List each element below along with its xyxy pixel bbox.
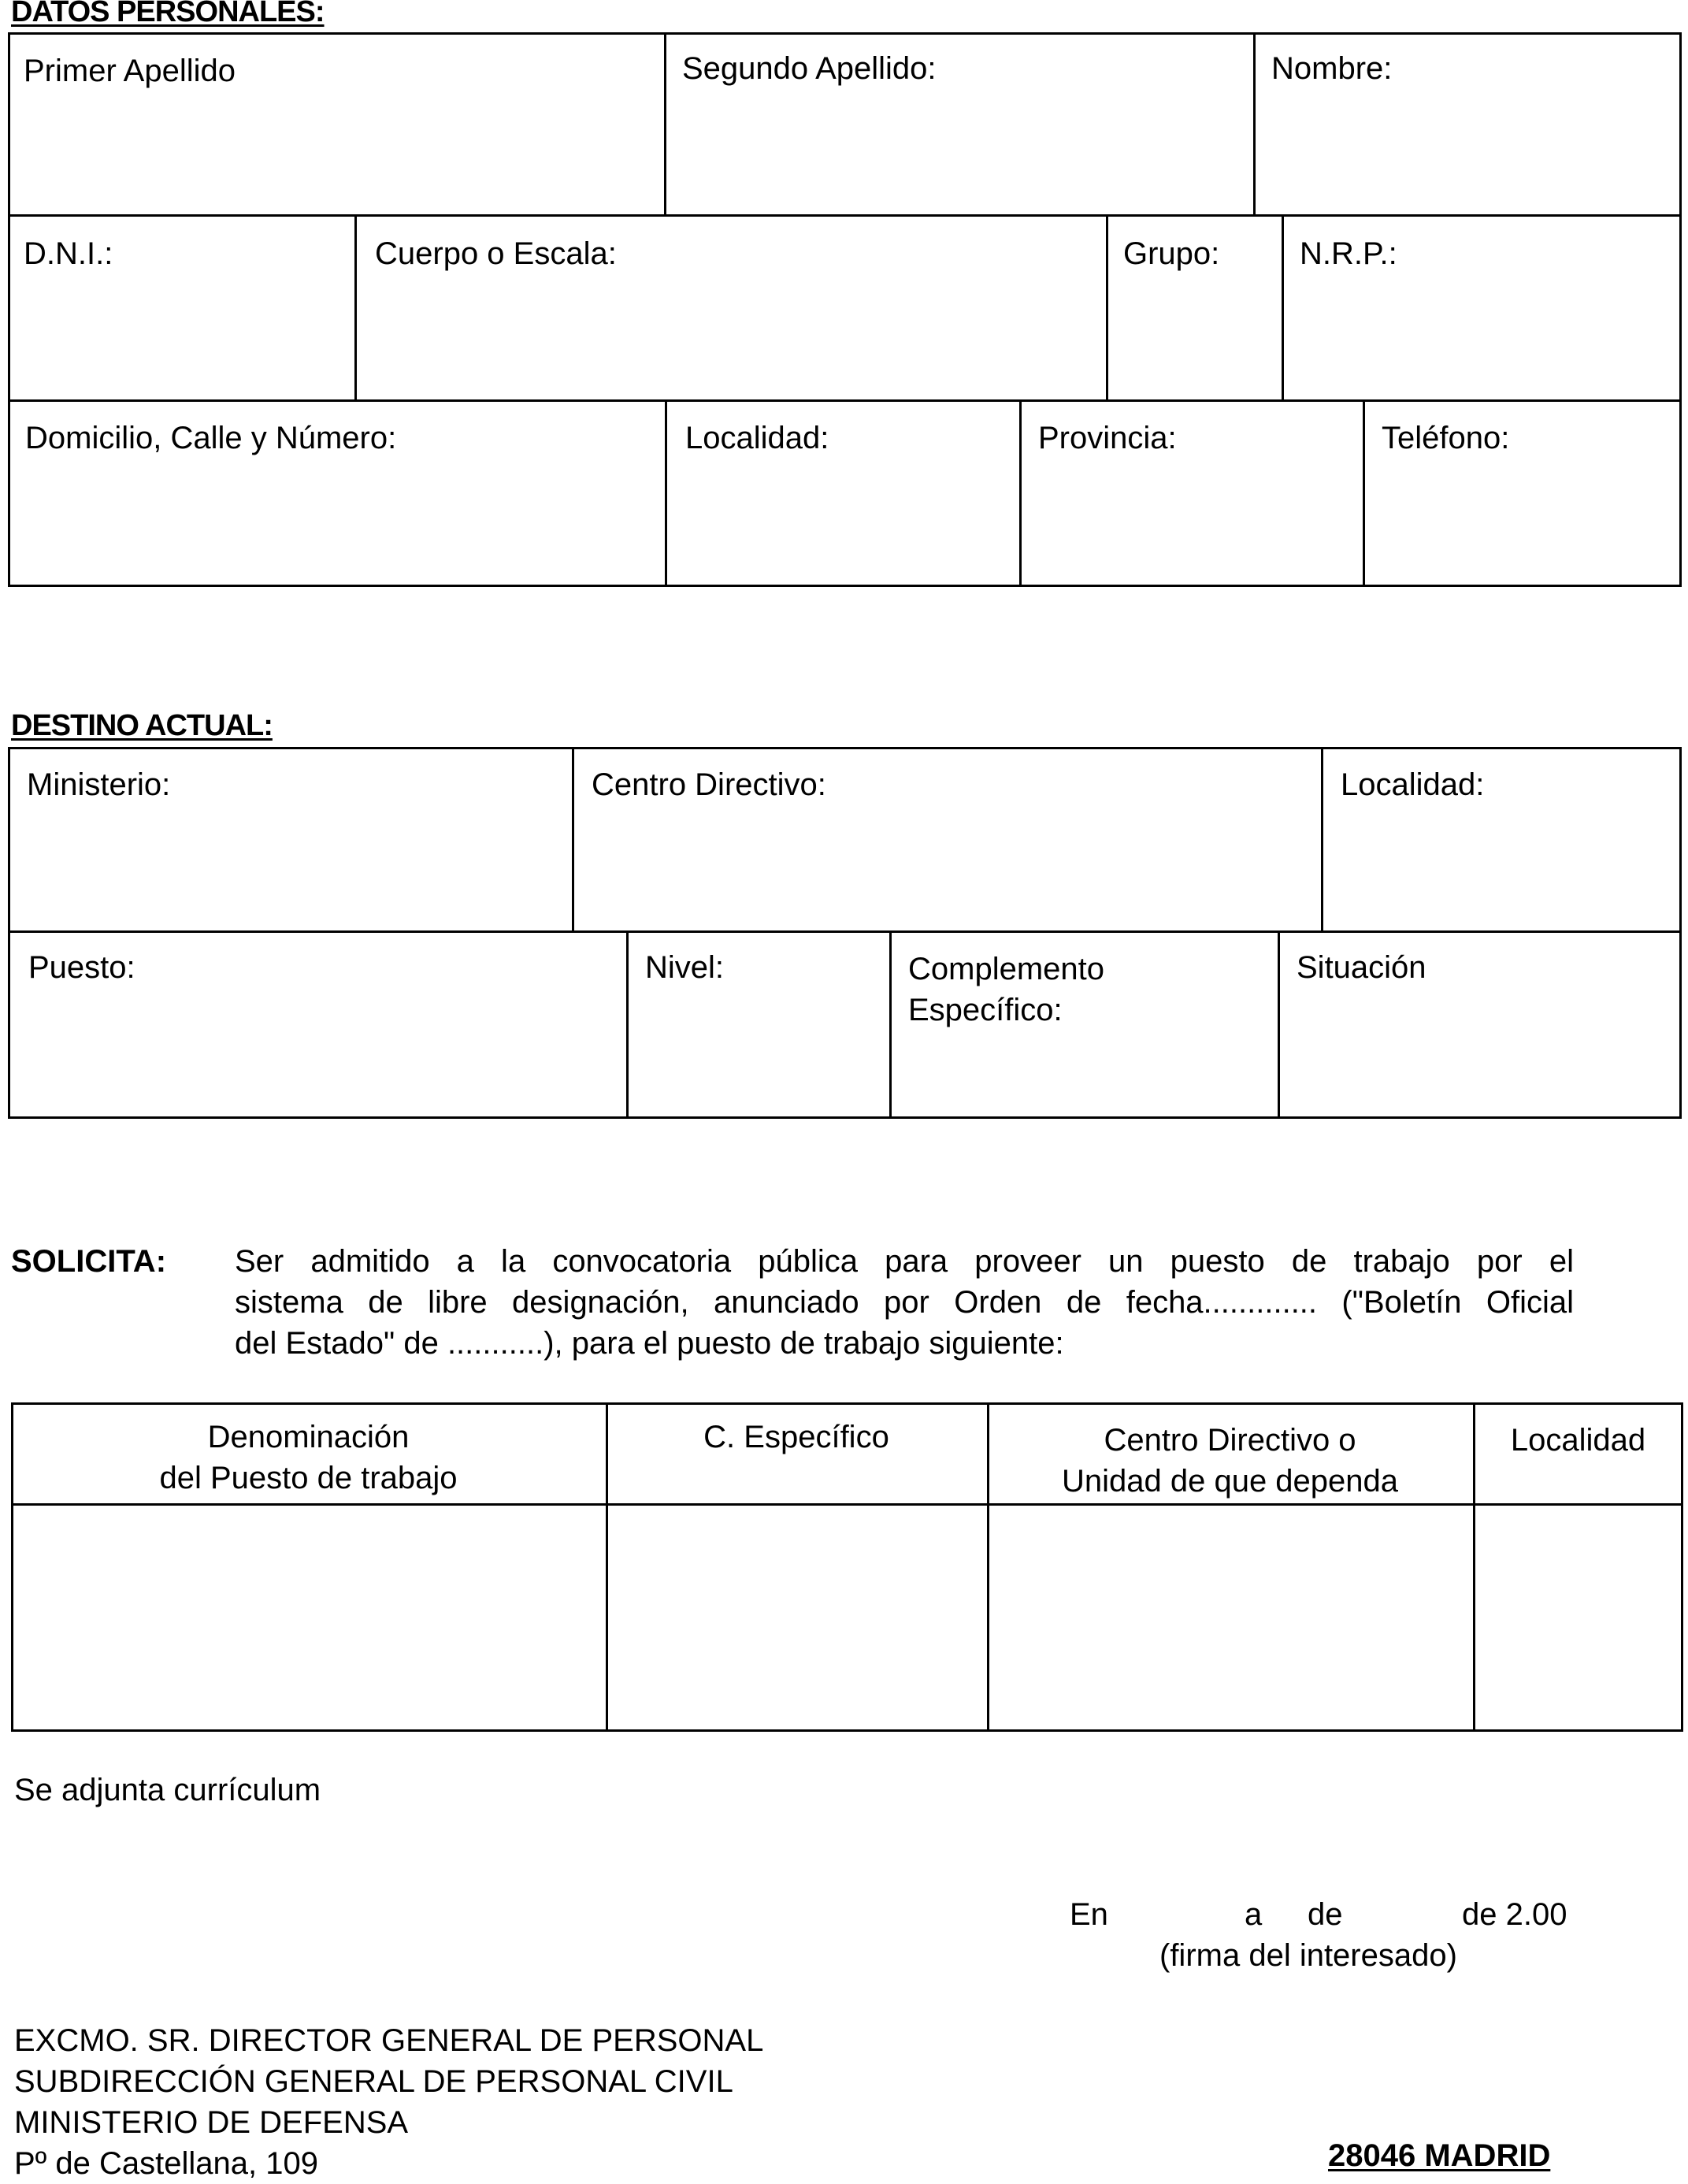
situacion-label: Situación [1297, 950, 1426, 985]
nivel-field[interactable] [645, 947, 724, 988]
fecha-de2: de 2.00 [1462, 1897, 1567, 1932]
solicita-line1: Ser admitido a la convocatoria pública para proveer un puesto de trabajo por el [235, 1244, 1574, 1279]
denominacion-input[interactable] [13, 1506, 606, 1729]
telefono-label: Teléfono: [1382, 421, 1510, 455]
destinatario-line2: SUBDIRECCIÓN GENERAL DE PERSONAL CIVIL [14, 2064, 733, 2099]
localidad-personal-field[interactable] [685, 418, 829, 459]
col-denominacion-header [11, 1417, 606, 1499]
dni-label: D.N.I.: [24, 236, 113, 271]
cuerpo-escala-label: Cuerpo o Escala: [375, 236, 617, 271]
col-localidad-header: Localidad [1510, 1423, 1646, 1458]
fecha-de1: de [1308, 1897, 1343, 1932]
c-especifico-input[interactable] [608, 1506, 987, 1729]
destinatario-line3: MINISTERIO DE DEFENSA [14, 2105, 409, 2140]
dni-field[interactable] [24, 233, 113, 274]
telefono-field[interactable] [1382, 418, 1509, 459]
solicita-label: SOLICITA: [11, 1244, 167, 1279]
col-c-especifico-header: C. Específico [703, 1420, 889, 1454]
puesto-field[interactable] [28, 947, 135, 988]
nrp-field[interactable] [1300, 233, 1397, 274]
col-centro-directivo-header [987, 1420, 1473, 1502]
destinatario-block [14, 2020, 763, 2184]
solicita-line2: sistema de libre designación, anunciado por Orden de fecha............. ("Boletín Oficial [235, 1285, 1574, 1320]
complemento-label-line2: Específico: [908, 993, 1063, 1027]
puesto-label: Puesto: [28, 950, 135, 985]
primer-apellido-label: Primer Apellido [24, 54, 236, 88]
nivel-label: Nivel: [645, 950, 725, 985]
provincia-label: Provincia: [1038, 421, 1177, 455]
localidad-destino-field[interactable] [1341, 764, 1484, 805]
fecha-a: a [1245, 1897, 1263, 1932]
localidad-input[interactable] [1475, 1506, 1681, 1729]
solicita-line3: del Estado" de ...........), para el puesto de trabajo siguiente: [235, 1326, 1064, 1361]
destinatario-line4: Pº de Castellana, 109 [14, 2146, 318, 2181]
adjunta-curriculum: Se adjunta currículum [14, 1773, 321, 1807]
col-denominacion-line2: del Puesto de trabajo [159, 1461, 458, 1495]
primer-apellido-field[interactable] [24, 50, 236, 91]
ministerio-label: Ministerio: [27, 767, 171, 802]
datos-personales-title: DATOS PERSONALES: [11, 0, 325, 28]
ministerio-field[interactable] [27, 764, 170, 805]
col-centro-directivo-line1: Centro Directivo o [1104, 1423, 1356, 1458]
nrp-label: N.R.P.: [1300, 236, 1397, 271]
col-centro-directivo-line2: Unidad de que dependa [1061, 1464, 1399, 1499]
complemento-especifico-field[interactable] [908, 949, 1104, 1031]
nombre-label: Nombre: [1271, 51, 1393, 86]
destinatario-line1: EXCMO. SR. DIRECTOR GENERAL DE PERSONAL [14, 2023, 764, 2058]
situacion-field[interactable] [1297, 947, 1426, 988]
grupo-label: Grupo: [1123, 236, 1220, 271]
datos-personales-border [8, 32, 1682, 587]
segundo-apellido-field[interactable] [682, 48, 937, 89]
segundo-apellido-label: Segundo Apellido: [682, 51, 937, 86]
centro-directivo-field[interactable] [592, 764, 826, 805]
firma-interesado: (firma del interesado) [1159, 1938, 1457, 1973]
localidad-destino-label: Localidad: [1341, 767, 1485, 802]
centro-directivo-input[interactable] [989, 1506, 1473, 1729]
destino-actual-title: DESTINO ACTUAL: [11, 709, 273, 742]
grupo-field[interactable] [1123, 233, 1219, 274]
domicilio-field[interactable] [25, 418, 396, 459]
localidad-personal-label: Localidad: [685, 421, 829, 455]
fecha-en: En [1070, 1897, 1108, 1932]
cuerpo-escala-field[interactable] [375, 233, 617, 274]
nombre-field[interactable] [1271, 48, 1392, 89]
centro-directivo-label: Centro Directivo: [592, 767, 826, 802]
solicita-text [235, 1241, 1574, 1364]
col-denominacion-line1: Denominación [207, 1420, 410, 1454]
complemento-label-line1: Complemento [908, 952, 1105, 986]
provincia-field[interactable] [1038, 418, 1177, 459]
domicilio-label: Domicilio, Calle y Número: [25, 421, 397, 455]
destinatario-ciudad: 28046 MADRID [1328, 2138, 1551, 2173]
